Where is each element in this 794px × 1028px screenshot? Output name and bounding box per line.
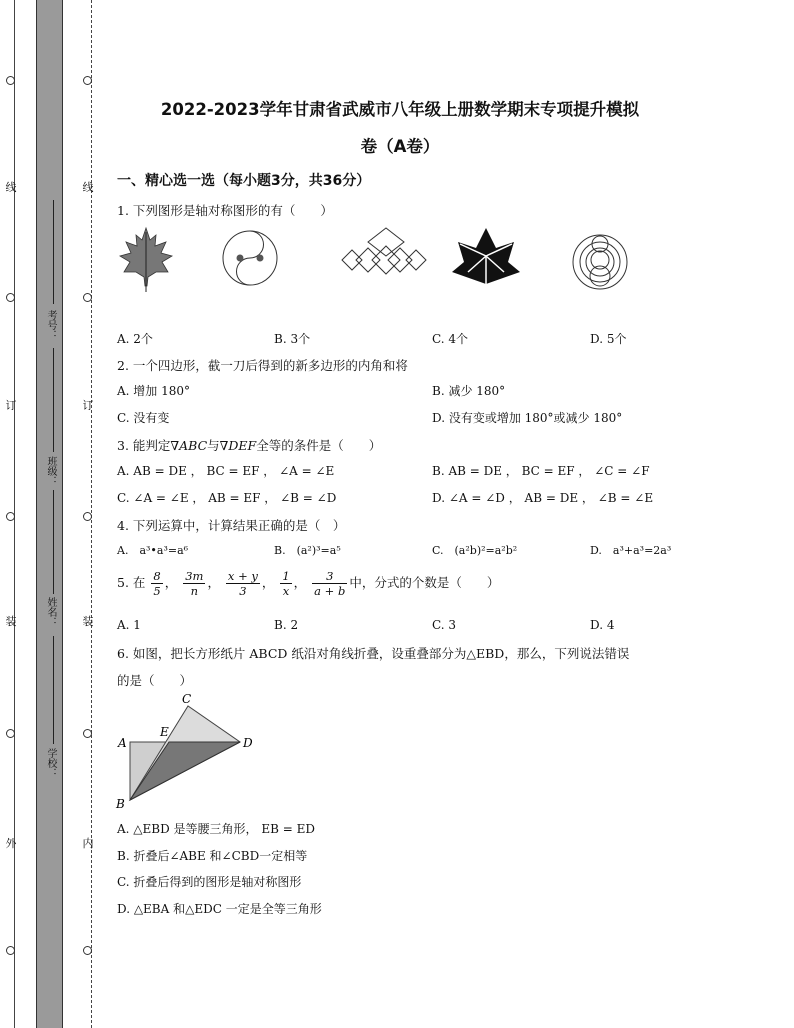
q6-option-a: A. △EBD 是等腰三角形， EB = ED: [117, 822, 315, 836]
binding-hole: [6, 729, 15, 738]
q5-fraction: $\frac{8}{5}$: [153, 569, 161, 598]
q2-option-d: D. 没有变或增加 180°或减少 180°: [432, 411, 623, 425]
question-6-stem-line1: 6. 如图，把长方形纸片 ABCD 纸沿对角线折叠，设重叠部分为△EBD，那么，下列说法错误: [117, 646, 630, 661]
pentagon-figure: [452, 228, 520, 284]
q3-stem-mid: 与: [207, 438, 220, 453]
question-3-stem: [117, 436, 381, 454]
q2-option-c: C. 没有变: [117, 411, 170, 425]
margin-char-inner: 内: [82, 837, 94, 850]
margin-char-inner: 装: [82, 615, 94, 628]
binding-hole: [83, 729, 92, 738]
q2-option-b: B. 减少 180°: [432, 384, 506, 398]
binding-band: [36, 0, 63, 1028]
q3-option-c: C. ∠A = ∠E ， AB = EF ， ∠B = ∠D: [117, 491, 337, 505]
yin-yang-figure: [223, 231, 277, 285]
q5-option-d: D. 4: [590, 618, 615, 632]
q4-option-c: C. (a²b)²=a²b²: [432, 544, 518, 557]
field-blank-line: [53, 348, 54, 452]
field-label-exam-number: 考号：: [45, 310, 56, 340]
q5-fraction: $\frac{3}{a + b}$: [314, 569, 346, 598]
margin-char-inner: 订: [82, 399, 94, 412]
binding-hole: [83, 293, 92, 302]
binding-hole: [6, 512, 15, 521]
page-title: 2022-2023学年甘肃省武威市八年级上册数学期末专项提升模拟: [160, 100, 640, 119]
binding-hole: [83, 512, 92, 521]
q3-triangle-2: ∇DEF: [219, 438, 257, 453]
field-label-name: 姓名：: [45, 597, 56, 627]
vertex-label-e: E: [160, 725, 169, 739]
q5-fraction: $\frac{3m}{n}$: [185, 569, 204, 598]
q3-triangle-1: ∇ABC: [170, 438, 208, 453]
margin-char-outer: 外: [5, 837, 17, 850]
q1-option-b: B. 3个: [274, 332, 311, 346]
q5-option-c: C. 3: [432, 618, 457, 632]
question-4-stem: 4. 下列运算中，计算结果正确的是（ ）: [117, 518, 346, 533]
q3-option-b: B. AB = DE ， BC = EF ， ∠C = ∠F: [432, 464, 650, 478]
vertex-label-b: B: [116, 797, 125, 811]
q3-stem-pre: 3. 能判定: [117, 438, 171, 453]
q1-option-d: D. 5个: [590, 332, 627, 346]
margin-char-outer: 订: [5, 399, 17, 412]
field-blank-line: [53, 636, 54, 744]
q2-option-a: A. 增加 180°: [117, 384, 191, 398]
binding-hole: [6, 946, 15, 955]
question-1-stem: 1. 下列图形是轴对称图形的有（ ）: [117, 203, 333, 218]
q5-fraction: $\frac{x + y}{3}$: [227, 569, 258, 598]
field-label-school: 学校：: [45, 748, 56, 778]
q4-option-d: D. a³+a³=2a³: [590, 544, 672, 557]
margin-char-inner: 线: [82, 181, 94, 194]
nested-circles-figure: [573, 235, 627, 289]
field-label-class: 班级：: [45, 456, 56, 486]
q3-option-d: D. ∠A = ∠D ， AB = DE ， ∠B = ∠E: [432, 491, 654, 505]
q1-option-c: C. 4个: [432, 332, 469, 346]
q5-suffix: 中，分式的个数是（ ）: [349, 575, 500, 590]
q6-option-d: D. △EBA 和△EDC 一定是全等三角形: [117, 902, 322, 916]
field-blank-line: [53, 490, 54, 594]
q3-stem-post: 全等的条件是（ ）: [256, 438, 382, 453]
q6-fold-figure: [110, 690, 270, 814]
field-blank-line: [53, 200, 54, 304]
question-2-stem: 2. 一个四边形，截一刀后得到的新多边形的内角和将: [117, 358, 408, 373]
q4-option-a: A. a³•a³=a⁶: [117, 544, 189, 557]
binding-hole: [83, 946, 92, 955]
maple-leaf-figure: [120, 228, 172, 292]
q1-option-a: A. 2个: [117, 332, 153, 346]
vertex-label-d: D: [243, 736, 253, 750]
q5-fraction: $\frac{1}{x}$: [282, 569, 290, 598]
q5-option-a: A. 1: [117, 618, 141, 632]
vertex-label-a: A: [118, 736, 127, 750]
q1-figures: [110, 222, 650, 298]
question-6-stem-line2: 的是（ ）: [117, 673, 193, 688]
binding-hole: [6, 76, 15, 85]
binding-hole: [83, 76, 92, 85]
q6-option-b: B. 折叠后∠ABE 和∠CBD一定相等: [117, 849, 308, 863]
binding-hole: [6, 293, 15, 302]
q4-option-b: B. (a²)³=a⁵: [274, 544, 341, 557]
q3-option-a: A. AB = DE ， BC = EF ， ∠A = ∠E: [117, 464, 335, 478]
margin-char-outer: 线: [5, 181, 17, 194]
q5-prefix: 5. 在: [117, 575, 146, 590]
q5-option-b: B. 2: [274, 618, 299, 632]
question-5-stem: 5. 在 $\frac{8}{5}$ ， $\frac{3m}{n}$ ， $\frac{x + y}{3}$ ， $\frac{1}{x}$ ， $\frac{3}{a + b}$ 中，分式的个数是（ ）: [117, 569, 500, 598]
q6-option-c: C. 折叠后得到的图形是轴对称图形: [117, 875, 302, 889]
margin-char-outer: 装: [5, 615, 17, 628]
page-title-line2: 卷（A卷）: [360, 137, 440, 156]
vertex-label-c: C: [182, 692, 192, 706]
knot-figure: [342, 228, 426, 274]
section-heading: 一、精心选一选（每小题3分，共36分）: [117, 173, 371, 189]
